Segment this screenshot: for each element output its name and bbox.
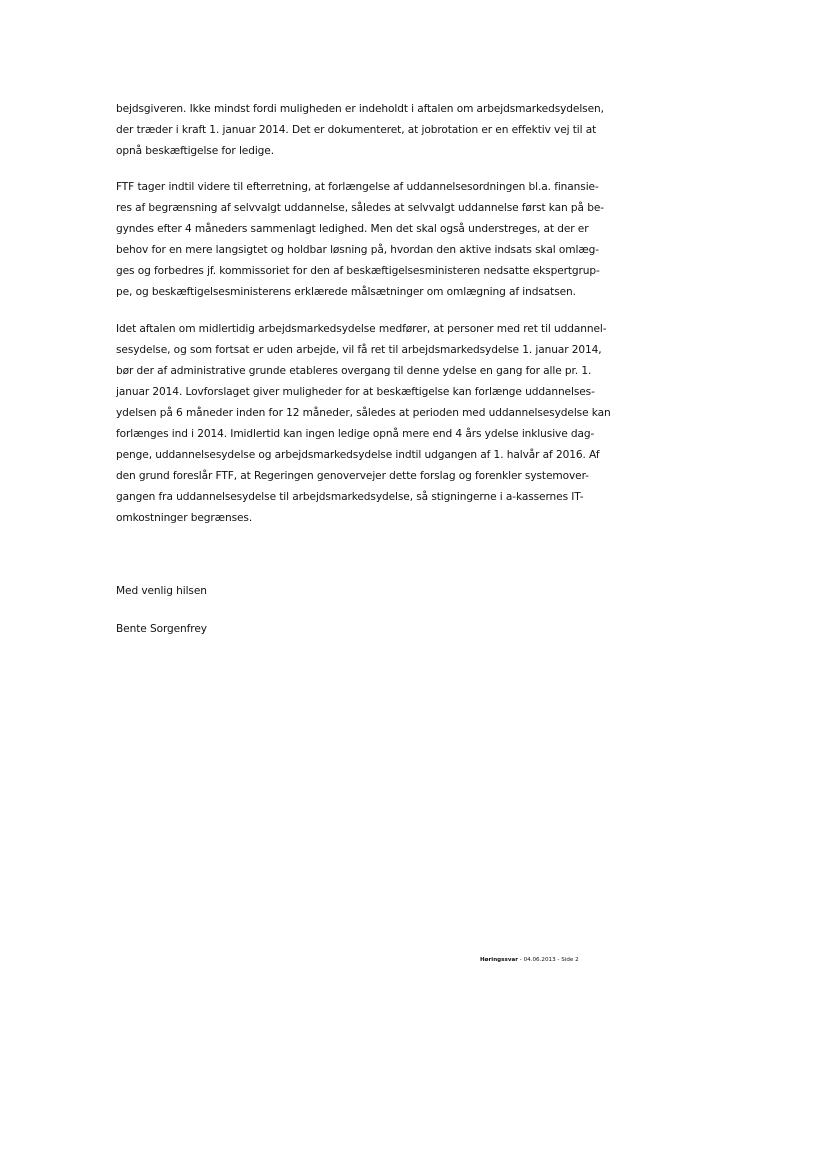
text-line: omkostninger begrænses. bbox=[116, 512, 253, 524]
text-line: bejdsgiveren. Ikke mindst fordi muligheden er indeholdt i aftalen om arbejdsmarkedsydelsen, bbox=[116, 103, 604, 115]
paragraph-uddannelsesordning bbox=[116, 177, 636, 303]
text-line: sesydelse, og som fortsat er uden arbejde, vil få ret til arbejdsmarkedsydelse 1. januar 2014, bbox=[116, 344, 602, 356]
page-footer bbox=[480, 956, 579, 964]
text-line: behov for en mere langsigtet og holdbar løsning på, hvordan den aktive indsats skal omlæg- bbox=[116, 244, 599, 256]
footer-label: Høringssvar bbox=[480, 957, 519, 963]
text-line: bør der af administrative grunde etableres overgang til denne ydelse en gang for alle pr. 1. bbox=[116, 365, 592, 377]
text-line: den grund foreslår FTF, at Regeringen genovervejer dette forslag og forenkler systemover- bbox=[116, 470, 589, 482]
footer-details: - 04.06.2013 - Side 2 bbox=[518, 957, 579, 963]
text-line: gangen fra uddannelsesydelse til arbejdsmarkedsydelse, så stigningerne i a-kassernes IT- bbox=[116, 491, 584, 503]
text-line: der træder i kraft 1. januar 2014. Det er dokumenteret, at jobrotation er en effektiv vej til at bbox=[116, 124, 597, 136]
text-line: forlænges ind i 2014. Imidlertid kan ingen ledige opnå mere end 4 års ydelse inklusive dag- bbox=[116, 428, 595, 440]
text-line: res af begrænsning af selvvalgt uddannelse, således at selvvalgt uddannelse først kan på be- bbox=[116, 202, 604, 214]
signature-name: Bente Sorgenfrey bbox=[116, 623, 207, 635]
paragraph-arbejdsmarkedsydelse bbox=[116, 319, 636, 529]
text-line: opnå beskæftigelse for ledige. bbox=[116, 145, 274, 157]
closing-greeting bbox=[116, 581, 636, 602]
text-line: Idet aftalen om midlertidig arbejdsmarkedsydelse medfører, at personer med ret til uddannel- bbox=[116, 323, 607, 335]
closing-text: Med venlig hilsen bbox=[116, 585, 207, 597]
text-line: penge, uddannelsesydelse og arbejdsmarkedsydelse indtil udgangen af 1. halvår af 2016. Af bbox=[116, 449, 600, 461]
text-line: januar 2014. Lovforslaget giver muligheder for at beskæftigelse kan forlænge uddannelses- bbox=[116, 386, 595, 398]
text-line: pe, og beskæftigelsesministerens erklærede målsætninger om omlægning af indsatsen. bbox=[116, 286, 576, 298]
text-line: gyndes efter 4 måneders sammenlagt ledighed. Men det skal også understreges, at der er bbox=[116, 223, 589, 235]
text-line: ges og forbedres jf. kommissoriet for den af beskæftigelsesministeren nedsatte ekspertgrup- bbox=[116, 265, 600, 277]
text-line: ydelsen på 6 måneder inden for 12 måneder, således at perioden med uddannelsesydelse kan bbox=[116, 407, 611, 419]
paragraph-jobrotation bbox=[116, 99, 636, 162]
text-line: FTF tager indtil videre til efterretning, at forlængelse af uddannelsesordningen bl.a. finansie- bbox=[116, 181, 599, 193]
signature-block bbox=[116, 619, 636, 640]
